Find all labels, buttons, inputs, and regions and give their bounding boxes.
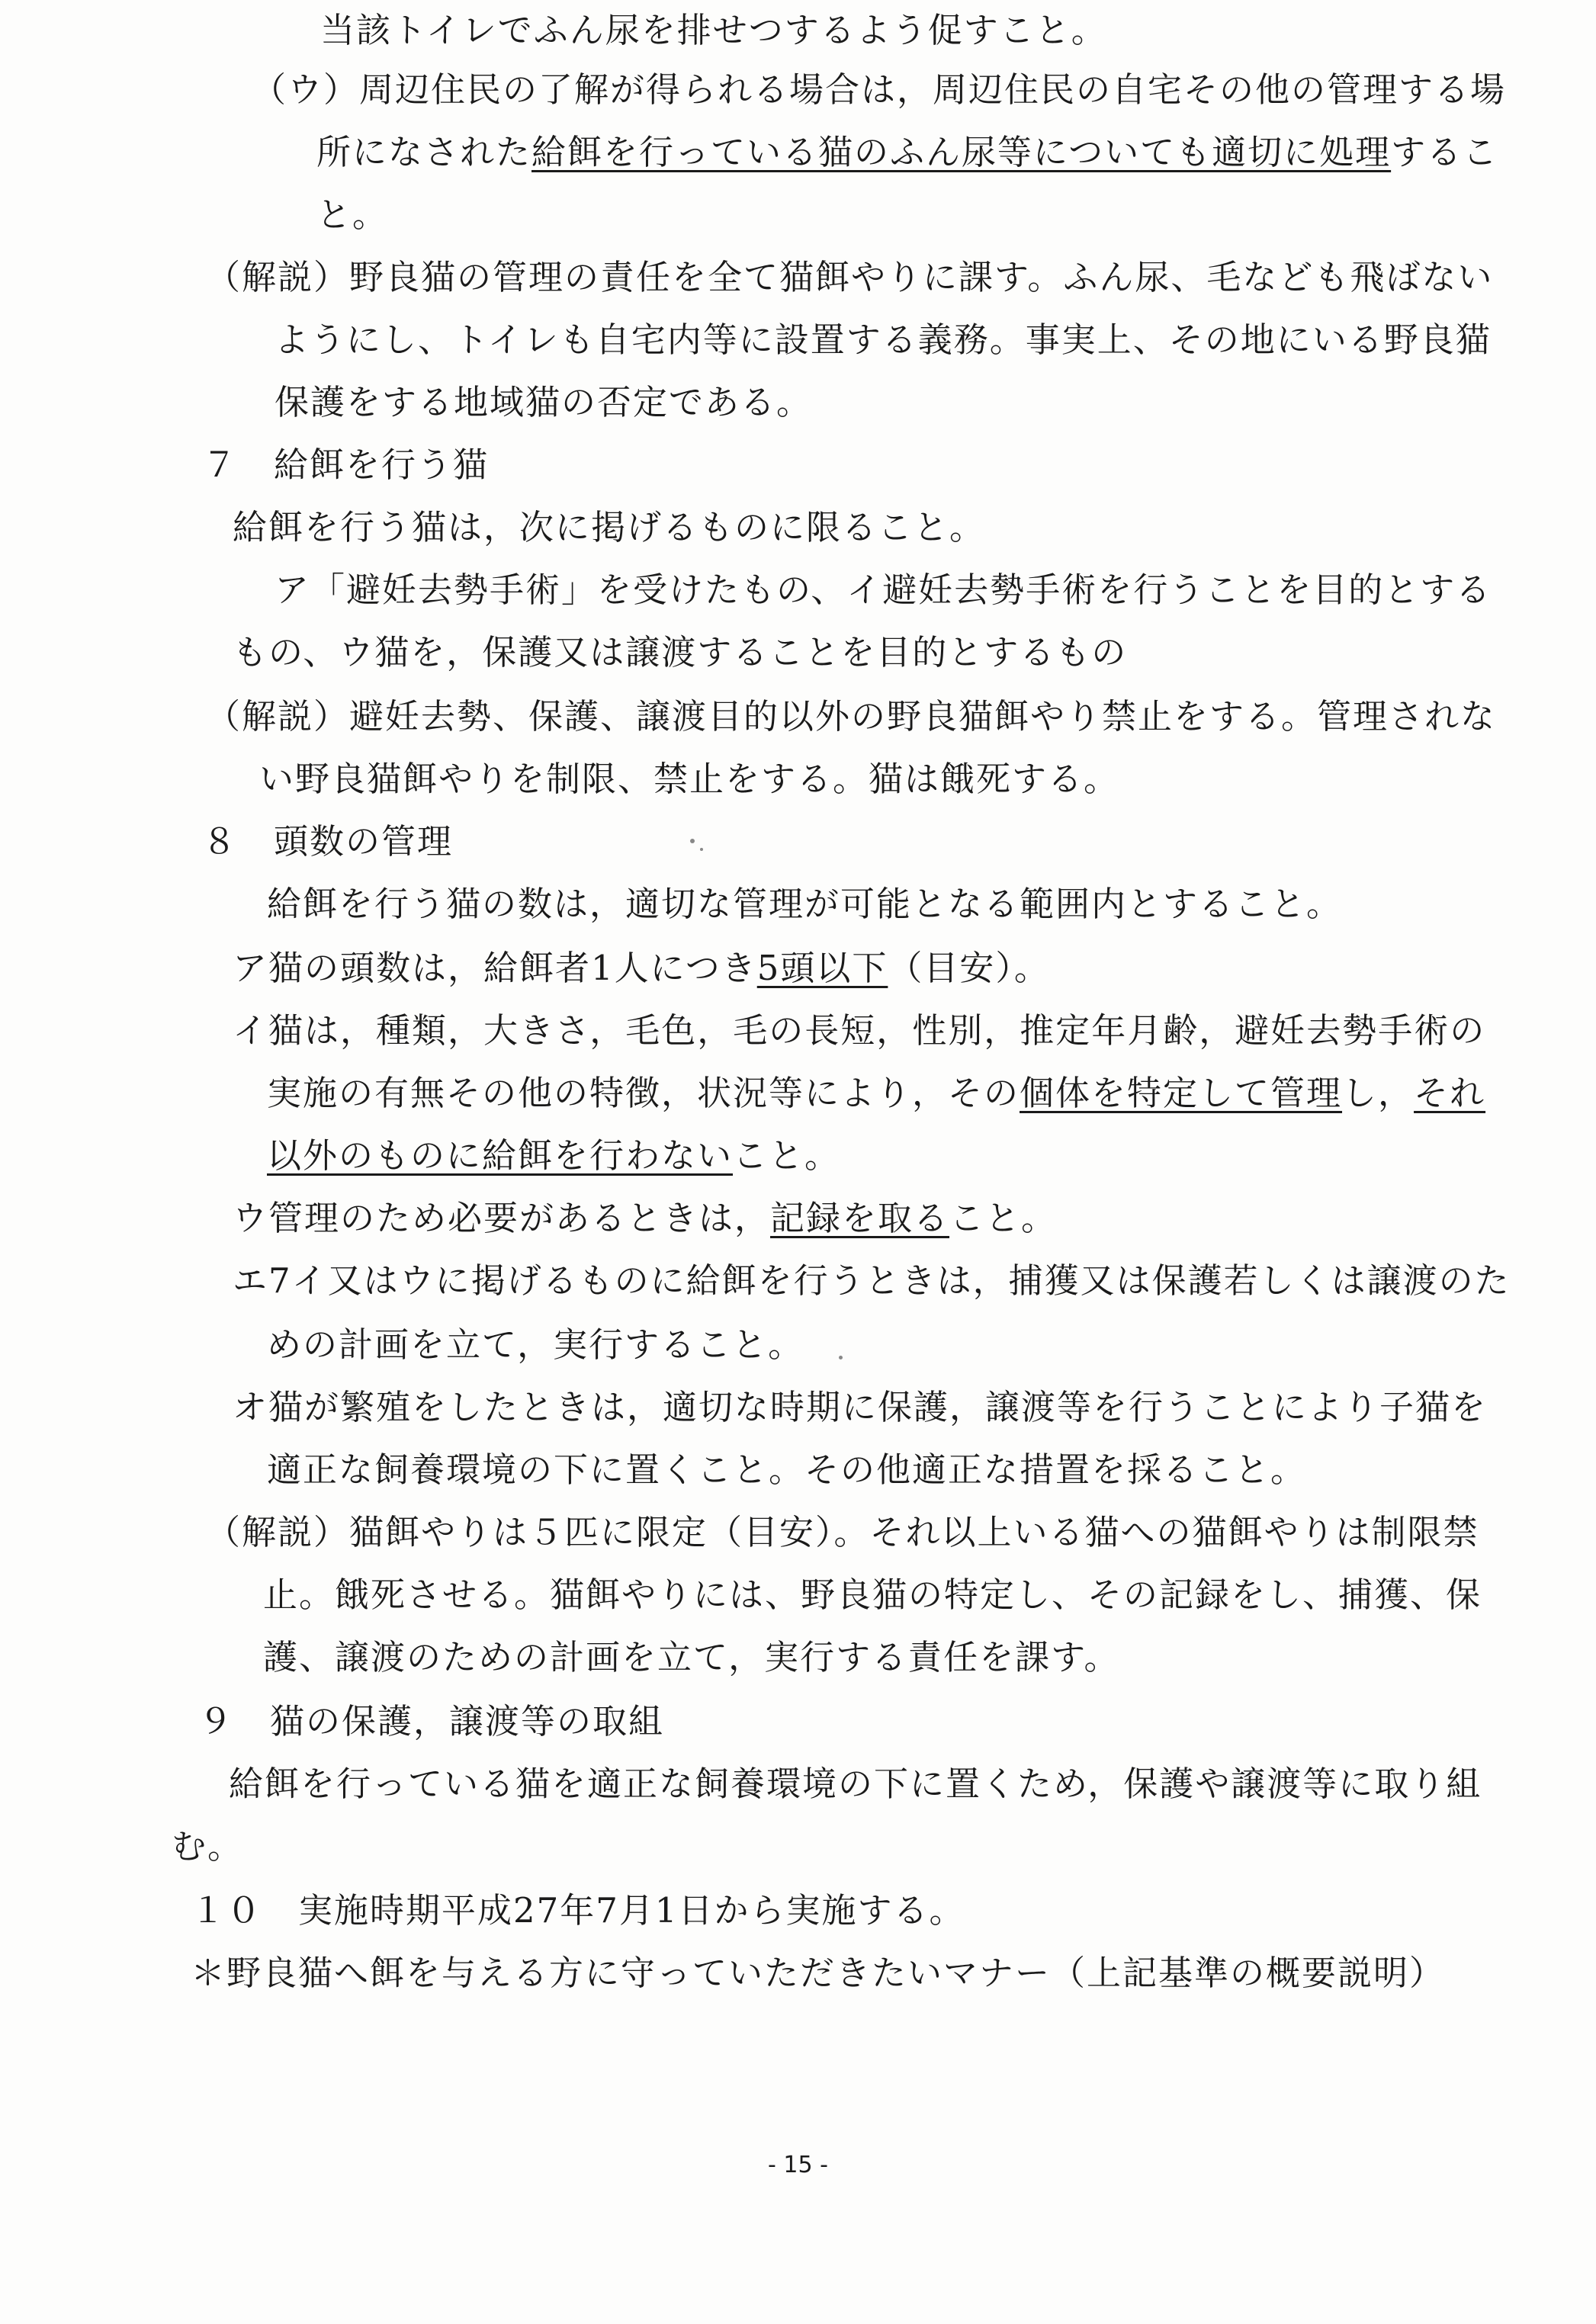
commentary-line: ようにし、トイレも自宅内等に設置する義務。事実上、その地にいる野良猫 — [275, 319, 1492, 360]
commentary-line: （解説）避妊去勢、保護、譲渡目的以外の野良猫餌やり禁止をする。管理されな — [206, 696, 1497, 737]
underlined-text: 以外のものに給餌を行わない — [267, 1135, 734, 1176]
text-line: 当該トイレでふん尿を排せつするよう促すこと。 — [320, 10, 1107, 50]
commentary-line: （解説）猫餌やりは５匹に限定（目安）。それ以上いる猫への猫餌やりは制限禁 — [206, 1512, 1479, 1552]
text-line: 給餌を行っている猫を適正な飼養環境の下に置くため，保護や譲渡等に取り組 — [229, 1764, 1482, 1804]
page-number: - 15 - — [768, 2152, 828, 2178]
text-line: と。 — [316, 194, 389, 235]
text-line: めの計画を立て，実行すること。 — [267, 1324, 804, 1365]
text-segment: こと。 — [733, 1135, 841, 1176]
commentary-line: い野良猫餌やりを制限、禁止をする。猫は餓死する。 — [259, 759, 1120, 799]
text-segment: （目安）。 — [888, 948, 1050, 988]
section-heading: ８ 頭数の管理 — [202, 821, 454, 862]
underlined-text: 5頭以下 — [756, 948, 888, 988]
text-segment: ウ管理のため必要があるときは， — [233, 1198, 771, 1238]
section-heading: ９ 猫の保護，譲渡等の取組 — [198, 1701, 665, 1741]
text-line: エ7イ又はウに掲げるものに給餌を行うときは，捕獲又は保護若しくは譲渡のた — [233, 1260, 1511, 1301]
underlined-text: 給餌を行っている猫のふん尿等についても適切に処理 — [531, 132, 1392, 172]
text-line — [267, 1071, 1485, 1116]
text-line — [267, 1133, 840, 1179]
scan-speck — [839, 1356, 843, 1359]
scan-speck — [700, 848, 703, 851]
scan-speck — [690, 839, 695, 843]
text-line: もの、ウ猫を，保護又は譲渡することを目的とするもの — [233, 632, 1128, 672]
text-segment: し， — [1342, 1073, 1415, 1113]
text-segment: するこ — [1391, 132, 1499, 172]
text-line: イ猫は，種類，大きさ，毛色，毛の長短，性別，推定年月齢，避妊去勢手術の — [233, 1010, 1486, 1051]
text-segment: 実施の有無その他の特徴，状況等により，その — [267, 1073, 1020, 1113]
text-line: （ウ）周辺住民の了解が得られる場合は，周辺住民の自宅その他の管理する場 — [252, 69, 1507, 110]
underlined-text: 記録を取る — [770, 1198, 950, 1238]
section-heading: ７ 給餌を行う猫 — [202, 445, 490, 485]
commentary-line: 護、譲渡のための計画を立て，実行する責任を課す。 — [263, 1637, 1120, 1677]
text-line: ＊野良猫へ餌を与える方に守っていただきたいマナー（上記基準の概要説明） — [191, 1953, 1446, 1993]
text-segment: ア猫の頭数は，給餌者1人につき — [233, 948, 757, 988]
text-line — [316, 130, 1498, 175]
text-line — [233, 945, 1050, 991]
commentary-line: 保護をする地域猫の否定である。 — [275, 382, 813, 422]
text-segment: こと。 — [949, 1198, 1058, 1238]
text-line — [233, 1196, 1057, 1241]
underlined-text: 個体を特定して管理 — [1020, 1073, 1343, 1113]
underlined-text: それ — [1414, 1073, 1486, 1113]
text-line: 給餌を行う猫の数は，適切な管理が可能となる範囲内とすること。 — [267, 884, 1343, 924]
text-line: ア「避妊去勢手術」を受けたもの、イ避妊去勢手術を行うことを目的とする — [275, 570, 1492, 610]
text-line: む。 — [172, 1826, 244, 1867]
text-line: オ猫が繁殖をしたときは，適切な時期に保護，譲渡等を行うことにより子猫を — [233, 1387, 1488, 1427]
section-heading: １０ 実施時期平成27年7月1日から実施する。 — [191, 1890, 965, 1931]
text-line: 適正な飼養環境の下に置くこと。その他適正な措置を採ること。 — [267, 1449, 1307, 1490]
text-line: 給餌を行う猫は，次に掲げるものに限ること。 — [233, 507, 986, 547]
commentary-line: 止。餓死させる。猫餌やりには、野良猫の特定し、その記録をし、捕獲、保 — [263, 1574, 1482, 1615]
commentary-line: （解説）野良猫の管理の責任を全て猫餌やりに課す。ふん尿、毛なども飛ばない — [206, 257, 1494, 297]
text-segment: 所になされた — [316, 132, 532, 172]
